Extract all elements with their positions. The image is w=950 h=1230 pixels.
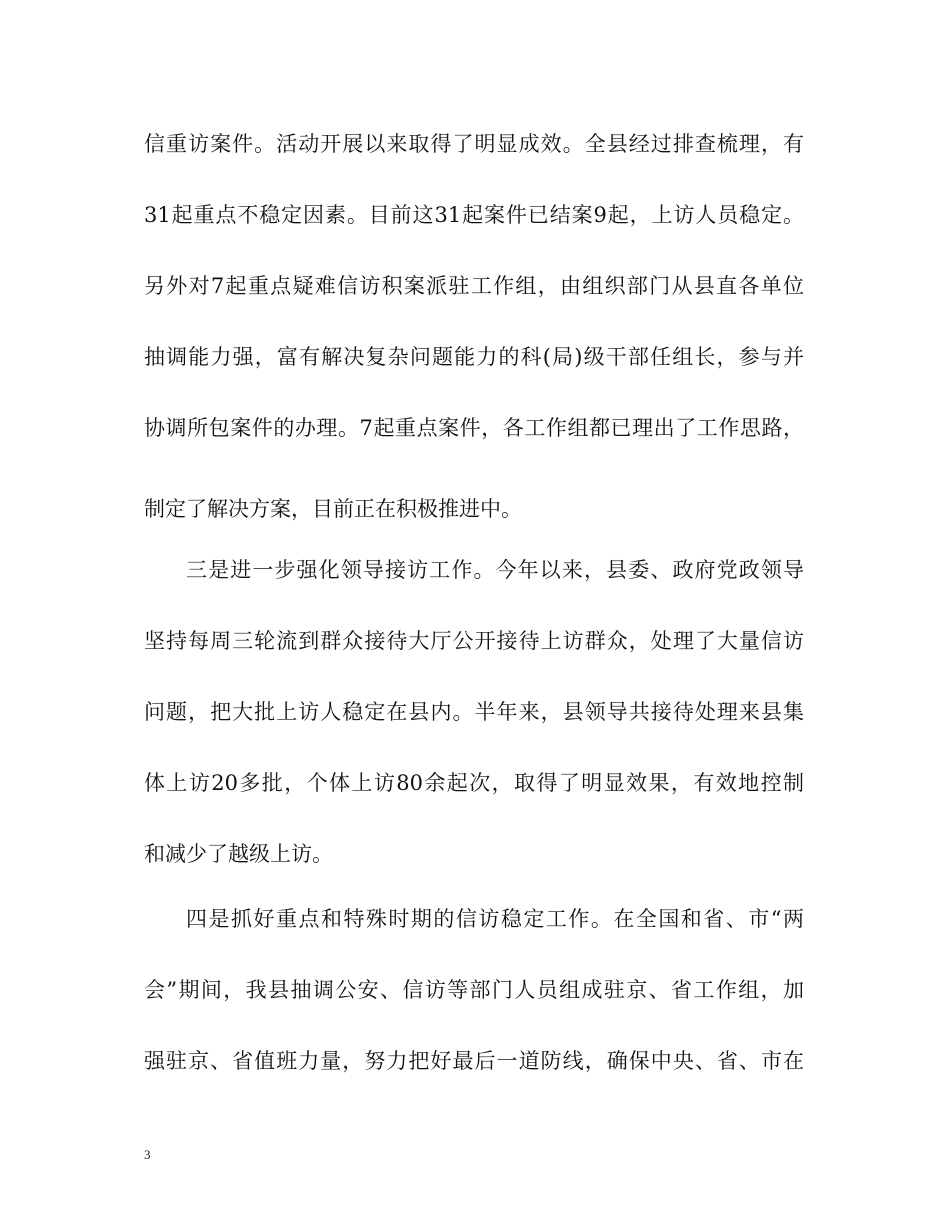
text-line: 制定了解决方案，目前正在积极推进中。 [144,497,522,521]
text-line: 和减少了越级上访。 [144,842,333,866]
text-line: 抽调能力强，富有解决复杂问题能力的科(局)级干部任组长，参与并 [144,345,804,369]
text-line: 体上访20多批，个体上访80余起次，取得了明显效果，有效地控制 [144,771,804,795]
text-line: 坚持每周三轮流到群众接待大厅公开接待上访群众，处理了大量信访 [144,629,804,653]
text-line: 协调所包案件的办理。7起重点案件，各工作组都已理出了工作思路， [144,416,804,440]
paragraph-first-line: 三是进一步强化领导接访工作。今年以来，县委、政府党政领导 [186,558,804,582]
text-line: 另外对7起重点疑难信访积案派驻工作组，由组织部门从县直各单位 [144,274,804,298]
text-line: 会”期间，我县抽调公安、信访等部门人员组成驻京、省工作组，加 [144,978,804,1002]
text-line: 31起重点不稳定因素。目前这31起案件已结案9起，上访人员稳定。 [144,203,804,227]
text-line: 强驻京、省值班力量，努力把好最后一道防线，确保中央、省、市在 [144,1049,804,1073]
paragraph-first-line: 四是抓好重点和特殊时期的信访稳定工作。在全国和省、市“两 [186,907,804,931]
text-line: 信重访案件。活动开展以来取得了明显成效。全县经过排查梳理，有 [144,132,804,156]
page-number: 3 [144,1147,151,1162]
text-line: 问题，把大批上访人稳定在县内。半年来，县领导共接待处理来县集 [144,700,804,724]
